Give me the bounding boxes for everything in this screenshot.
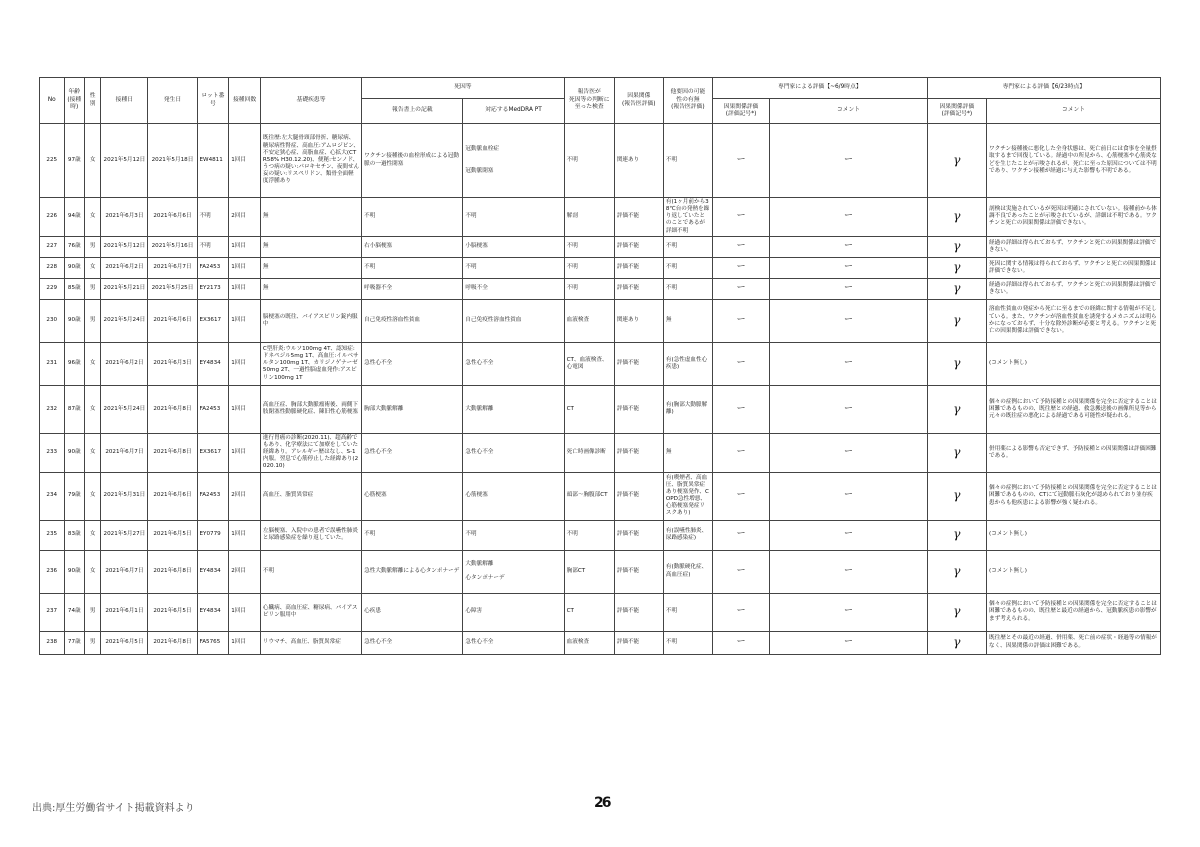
cell-reported-cause: 心筋梗塞 — [362, 472, 463, 520]
cell-expert-609-comment: ー — [770, 198, 928, 237]
cell-sex: 男 — [85, 278, 101, 299]
col-age: 年齢 (接種 時) — [64, 78, 84, 124]
cell-vaccination-date: 2021年6月2日 — [101, 342, 148, 385]
cell-exam: 不明 — [564, 236, 614, 257]
cell-expert-609-comment: ー — [770, 550, 928, 593]
cell-causality-reporter: 関連あり — [614, 299, 663, 342]
cell-no: 232 — [40, 385, 65, 433]
cell-exam: 頭部～胸腹部CT — [564, 472, 614, 520]
cell-sex: 女 — [85, 124, 101, 198]
cell-exam: 胸部CT — [564, 550, 614, 593]
col-causality-eval-623: 因果関係評価 (評価記号*) — [927, 99, 986, 124]
cell-age: 97歳 — [64, 124, 84, 198]
cell-expert-609-eval: ー — [712, 433, 769, 472]
cell-expert-609-eval: ー — [712, 198, 769, 237]
cell-sex: 女 — [85, 433, 101, 472]
cell-expert-609-comment: ー — [770, 593, 928, 631]
cell-no: 237 — [40, 593, 65, 631]
cell-sex: 女 — [85, 198, 101, 237]
cell-causality-reporter: 評価不能 — [614, 593, 663, 631]
cell-vaccination-date: 2021年6月1日 — [101, 593, 148, 631]
cell-age: 90歳 — [64, 550, 84, 593]
cell-expert-609-comment: ー — [770, 124, 928, 198]
cell-expert-623-comment: 経過の詳細は得られておらず、ワクチンと死亡の因果関係は評価できない。 — [987, 236, 1161, 257]
col-expert-609: 専門家による評価【~6/9時点】 — [712, 78, 927, 99]
cell-expert-623-eval: γ — [927, 472, 986, 520]
cell-expert-623-comment: (コメント無し) — [987, 550, 1161, 593]
cell-onset-date: 2021年6月8日 — [148, 550, 197, 593]
cell-lot: EY4834 — [197, 593, 229, 631]
cell-expert-623-eval: γ — [927, 342, 986, 385]
cell-expert-623-comment: 剖検は実施されているが死因は明確にされていない。接種前から体調不良であったことが示唆されているが、詳細は不明である。ワクチンと死亡の因果関係は評価できない。 — [987, 198, 1161, 237]
footer-source: 出典:厚生労働省サイト掲載資料より — [32, 803, 195, 814]
cell-onset-date: 2021年6月8日 — [148, 631, 197, 654]
cell-underlying: 無 — [260, 198, 361, 237]
cell-exam: 不明 — [564, 520, 614, 550]
table-row — [40, 593, 1161, 631]
cell-meddra-pt: 大動脈解離 — [463, 385, 564, 433]
cell-expert-609-eval: ー — [712, 236, 769, 257]
cell-expert-623-comment: 併用薬による影響も否定できず、予防接種との因果関係は評価困難である。 — [987, 433, 1161, 472]
cell-expert-623-eval: γ — [927, 433, 986, 472]
cell-no: 230 — [40, 299, 65, 342]
cell-vaccination-date: 2021年5月12日 — [101, 236, 148, 257]
table-row — [40, 198, 1161, 237]
cell-lot: 不明 — [197, 198, 229, 237]
table-row — [40, 550, 1161, 593]
cell-sex: 女 — [85, 385, 101, 433]
col-death-cause-meddra: 対応するMedDRA PT — [463, 99, 564, 124]
table-header — [40, 78, 1161, 124]
cell-vaccination-date: 2021年5月12日 — [101, 124, 148, 198]
cell-vaccination-date: 2021年5月24日 — [101, 385, 148, 433]
cell-no: 234 — [40, 472, 65, 520]
cell-expert-609-eval: ー — [712, 593, 769, 631]
cell-age: 77歳 — [64, 631, 84, 654]
cell-vaccination-date: 2021年6月5日 — [101, 631, 148, 654]
cell-underlying: 進行胃癌の診断(2020.11)、超高齢でもあり、化学療法にて加療をしていた経緯あり。アレルギー歴はなし、S-1内服。翌息で心筋停止した経緯あり(2020.10) — [260, 433, 361, 472]
cell-exam: 血液検査 — [564, 299, 614, 342]
cell-onset-date: 2021年6月8日 — [148, 433, 197, 472]
cell-sex: 男 — [85, 593, 101, 631]
cell-expert-623-eval: γ — [927, 124, 986, 198]
cell-underlying: 無 — [260, 278, 361, 299]
cell-meddra-pt: 不明 — [463, 257, 564, 278]
cell-onset-date: 2021年5月18日 — [148, 124, 197, 198]
cell-other-factors: 不明 — [663, 124, 712, 198]
cell-lot: EY2173 — [197, 278, 229, 299]
table-row — [40, 236, 1161, 257]
cell-exam: CT、血液検査、心電図 — [564, 342, 614, 385]
cell-meddra-pt: 呼吸不全 — [463, 278, 564, 299]
cell-vaccination-date: 2021年6月7日 — [101, 433, 148, 472]
cell-causality-reporter: 関連あり — [614, 124, 663, 198]
cell-expert-623-comment: 死因に関する情報は得られておらず、ワクチンと死亡の因果関係は評価できない。 — [987, 257, 1161, 278]
cell-onset-date: 2021年6月3日 — [148, 342, 197, 385]
cell-reported-cause: 急性心不全 — [362, 433, 463, 472]
cell-lot: FA2453 — [197, 472, 229, 520]
col-exam: 報告医が 死因等の判断に 至った検査 — [564, 78, 614, 124]
cell-age: 76歳 — [64, 236, 84, 257]
cell-exam: 不明 — [564, 124, 614, 198]
cell-sex: 男 — [85, 236, 101, 257]
cell-reported-cause: 呼吸器不全 — [362, 278, 463, 299]
cell-exam: 死亡時画像診断 — [564, 433, 614, 472]
cell-other-factors: 有(胸部大動脈解離) — [663, 385, 712, 433]
cell-causality-reporter: 評価不能 — [614, 257, 663, 278]
cell-other-factors: 無 — [663, 299, 712, 342]
cell-dose: 1回目 — [229, 236, 261, 257]
cell-meddra-pt: 急性心不全 — [463, 631, 564, 654]
cell-vaccination-date: 2021年5月24日 — [101, 299, 148, 342]
cell-lot: EY4834 — [197, 550, 229, 593]
cell-underlying: 左脳梗塞、入院中の患者で誤嚥性肺炎と尿路感染症を繰り返していた。 — [260, 520, 361, 550]
page-number: 26 — [594, 795, 610, 811]
cell-reported-cause: 急性心不全 — [362, 631, 463, 654]
cell-meddra-pt: 小脳梗塞 — [463, 236, 564, 257]
col-causality-reporter: 因果関係 (報告医評価) — [614, 78, 663, 124]
cell-meddra-pt: 心筋梗塞 — [463, 472, 564, 520]
cell-expert-623-eval: γ — [927, 278, 986, 299]
cell-onset-date: 2021年5月25日 — [148, 278, 197, 299]
cell-lot: EY4834 — [197, 342, 229, 385]
cell-expert-609-comment: ー — [770, 257, 928, 278]
cell-other-factors: 無 — [663, 433, 712, 472]
cell-expert-623-comment: 個々の症例において予防接種との因果関係を完全に否定することは困難であるものの、CTにて冠動脈石灰化が認められており並存疾患からも他疾患による影響が強く疑われる。 — [987, 472, 1161, 520]
cell-underlying: C型肝炎:ウルソ100mg 4T、認知症:ドネペジル5mg 1T、高血圧:イルベサルタン100mg 1T、カリジノゲナーゼ 50mg 2T、一過性脳虚血発作:アスピリン100mg 1T — [260, 342, 361, 385]
col-onset-date: 発生日 — [148, 78, 197, 124]
cell-sex: 女 — [85, 257, 101, 278]
cell-no: 229 — [40, 278, 65, 299]
cell-expert-609-comment: ー — [770, 278, 928, 299]
cell-onset-date: 2021年6月5日 — [148, 520, 197, 550]
cell-causality-reporter: 評価不能 — [614, 433, 663, 472]
cell-onset-date: 2021年6月6日 — [148, 472, 197, 520]
cell-expert-609-comment: ー — [770, 342, 928, 385]
cell-expert-609-eval: ー — [712, 520, 769, 550]
cell-expert-623-eval: γ — [927, 385, 986, 433]
cell-vaccination-date: 2021年5月21日 — [101, 278, 148, 299]
cell-expert-609-eval: ー — [712, 342, 769, 385]
cell-no: 228 — [40, 257, 65, 278]
cell-other-factors: 有(誤嚥性肺炎、尿路感染症) — [663, 520, 712, 550]
table-row — [40, 257, 1161, 278]
cell-underlying: 脳梗塞の既往、バイアスピリン錠内服中 — [260, 299, 361, 342]
cell-expert-623-eval: γ — [927, 550, 986, 593]
cell-reported-cause: 不明 — [362, 198, 463, 237]
cell-other-factors: 有(急性虚血性心疾患) — [663, 342, 712, 385]
cell-vaccination-date: 2021年6月3日 — [101, 198, 148, 237]
cell-causality-reporter: 評価不能 — [614, 631, 663, 654]
table-row — [40, 433, 1161, 472]
col-expert-623: 専門家による評価【6/23時点】 — [927, 78, 1160, 99]
cell-expert-609-comment: ー — [770, 236, 928, 257]
cell-expert-609-eval: ー — [712, 257, 769, 278]
cell-causality-reporter: 評価不能 — [614, 236, 663, 257]
cell-exam: CT — [564, 593, 614, 631]
cell-age: 74歳 — [64, 593, 84, 631]
cell-age: 90歳 — [64, 257, 84, 278]
cell-meddra-pt: 急性心不全 — [463, 433, 564, 472]
cell-exam: CT — [564, 385, 614, 433]
cell-dose: 2回目 — [229, 198, 261, 237]
cell-expert-623-eval: γ — [927, 236, 986, 257]
cell-reported-cause: 急性心不全 — [362, 342, 463, 385]
cell-underlying: 高血圧、脂質異常症 — [260, 472, 361, 520]
cell-causality-reporter: 評価不能 — [614, 550, 663, 593]
cell-expert-623-comment: 個々の症例において予防接種との因果関係を完全に否定することは困難であるものの、既往歴と最近の経過から、冠動脈疾患の影響がまず考えられる。 — [987, 593, 1161, 631]
cell-exam: 血液検査 — [564, 631, 614, 654]
col-comment-623: コメント — [987, 99, 1161, 124]
cell-dose: 1回目 — [229, 385, 261, 433]
cell-expert-609-eval: ー — [712, 278, 769, 299]
table-body — [40, 124, 1161, 655]
cell-causality-reporter: 評価不能 — [614, 520, 663, 550]
cell-underlying: 無 — [260, 236, 361, 257]
cell-underlying: 無 — [260, 257, 361, 278]
cell-no: 235 — [40, 520, 65, 550]
cell-no: 231 — [40, 342, 65, 385]
cell-dose: 2回目 — [229, 472, 261, 520]
table-row — [40, 342, 1161, 385]
cell-expert-623-eval: γ — [927, 198, 986, 237]
cell-vaccination-date: 2021年5月27日 — [101, 520, 148, 550]
table-row — [40, 631, 1161, 654]
col-dose: 接種回数 — [229, 78, 261, 124]
cell-expert-623-comment: (コメント無し) — [987, 520, 1161, 550]
cell-expert-609-eval: ー — [712, 550, 769, 593]
cell-lot: 不明 — [197, 236, 229, 257]
cell-other-factors: 有(喫煙者、高血圧、脂質異常症あり梗塞発作、COPD急性増悪、心筋梗塞発症リスクあり) — [663, 472, 712, 520]
table-row — [40, 278, 1161, 299]
col-death-cause: 死因等 — [362, 78, 565, 99]
cell-no: 225 — [40, 124, 65, 198]
cell-causality-reporter: 評価不能 — [614, 198, 663, 237]
cell-meddra-pt: 冠動脈血栓症 冠動脈閉塞 — [463, 124, 564, 198]
cell-expert-623-comment: 溶血性貧血の発症から死亡に至るまでの経緯に関する情報が不足している。また、ワクチンが溶血性貧血を誘発するメカニズムは明らかになっておらず、十分な除外診断が必要と考える。ワクチンと死亡の因果関係は評価できない。 — [987, 299, 1161, 342]
cell-age: 87歳 — [64, 385, 84, 433]
cell-expert-609-comment: ー — [770, 299, 928, 342]
cell-expert-623-comment: 経過の詳細は得られておらず、ワクチンと死亡の因果関係は評価できない。 — [987, 278, 1161, 299]
cell-expert-623-comment: (コメント無し) — [987, 342, 1161, 385]
cell-expert-609-comment: ー — [770, 472, 928, 520]
cell-other-factors: 不明 — [663, 278, 712, 299]
cell-expert-609-eval: ー — [712, 385, 769, 433]
table-row — [40, 520, 1161, 550]
cell-other-factors: 不明 — [663, 593, 712, 631]
cell-dose: 1回目 — [229, 124, 261, 198]
table-row — [40, 385, 1161, 433]
cell-reported-cause: 不明 — [362, 257, 463, 278]
cell-expert-609-eval: ー — [712, 299, 769, 342]
cell-underlying: 不明 — [260, 550, 361, 593]
cell-lot: EX3617 — [197, 299, 229, 342]
cell-sex: 女 — [85, 472, 101, 520]
death-report-table — [39, 77, 1161, 655]
cell-age: 94歳 — [64, 198, 84, 237]
cell-expert-609-eval: ー — [712, 124, 769, 198]
cell-lot: FA2453 — [197, 257, 229, 278]
cell-reported-cause: ワクチン接種後の血栓形成による冠動脈の一過性閉塞 — [362, 124, 463, 198]
cell-exam: 不明 — [564, 278, 614, 299]
cell-sex: 女 — [85, 520, 101, 550]
cell-dose: 2回目 — [229, 550, 261, 593]
cell-expert-623-eval: γ — [927, 257, 986, 278]
cell-sex: 男 — [85, 631, 101, 654]
cell-expert-623-comment: 個々の症例において予防接種との因果関係を完全に否定することは困難であるものの、既往歴との経過、救急搬送後の画像所見等から元々の既往症の悪化による経過である可能性が疑われる。 — [987, 385, 1161, 433]
cell-no: 236 — [40, 550, 65, 593]
cell-meddra-pt: 自己免疫性溶血性貧血 — [463, 299, 564, 342]
cell-no: 226 — [40, 198, 65, 237]
cell-sex: 女 — [85, 342, 101, 385]
table-row — [40, 472, 1161, 520]
cell-dose: 1回目 — [229, 631, 261, 654]
cell-reported-cause: 心疾患 — [362, 593, 463, 631]
cell-other-factors: 不明 — [663, 236, 712, 257]
cell-other-factors: 不明 — [663, 257, 712, 278]
cell-age: 83歳 — [64, 520, 84, 550]
cell-meddra-pt: 心障害 — [463, 593, 564, 631]
cell-underlying: 既往歴:左大腿骨頸部骨折、糖尿病、糖尿病性腎症、高血圧:アムロジピン、不安定狭心症、高脂血症、心拡大(CTR58% H30.12.20)、便秘:センノド、うつ病の疑い:パロキセチン、夜間せん妄の疑い:リスペリドン、類骨全面軽度浮腫あり — [260, 124, 361, 198]
cell-dose: 1回目 — [229, 342, 261, 385]
col-no: No — [40, 78, 65, 124]
cell-no: 233 — [40, 433, 65, 472]
cell-meddra-pt: 大動脈解離 心タンポナーデ — [463, 550, 564, 593]
cell-expert-623-eval: γ — [927, 631, 986, 654]
cell-onset-date: 2021年6月6日 — [148, 198, 197, 237]
cell-expert-609-eval: ー — [712, 631, 769, 654]
cell-meddra-pt: 不明 — [463, 520, 564, 550]
cell-dose: 1回目 — [229, 433, 261, 472]
cell-onset-date: 2021年6月6日 — [148, 299, 197, 342]
cell-dose: 1回目 — [229, 593, 261, 631]
cell-sex: 男 — [85, 299, 101, 342]
cell-onset-date: 2021年6月5日 — [148, 593, 197, 631]
cell-expert-609-comment: ー — [770, 433, 928, 472]
col-underlying: 基礎疾患等 — [260, 78, 361, 124]
col-death-cause-reported: 報告書上の記載 — [362, 99, 463, 124]
cell-other-factors: 不明 — [663, 631, 712, 654]
cell-vaccination-date: 2021年6月7日 — [101, 550, 148, 593]
cell-underlying: 心臓病、高血圧症、糖尿病、バイアスピリン服用中 — [260, 593, 361, 631]
table-row — [40, 124, 1161, 198]
cell-other-factors: 有(1ヶ月前から38℃台の発熱を繰り返していたとのことであるが詳細不明 — [663, 198, 712, 237]
cell-reported-cause: 自己免疫性溶血性貧血 — [362, 299, 463, 342]
col-lot: ロット番号 — [197, 78, 229, 124]
cell-dose: 1回目 — [229, 299, 261, 342]
col-vaccination-date: 接種日 — [101, 78, 148, 124]
cell-vaccination-date: 2021年6月2日 — [101, 257, 148, 278]
cell-reported-cause: 急性大動脈解離による心タンポナーデ — [362, 550, 463, 593]
cell-onset-date: 2021年5月16日 — [148, 236, 197, 257]
cell-age: 90歳 — [64, 299, 84, 342]
cell-expert-609-comment: ー — [770, 520, 928, 550]
cell-exam: 解剖 — [564, 198, 614, 237]
cell-onset-date: 2021年6月8日 — [148, 385, 197, 433]
cell-causality-reporter: 評価不能 — [614, 472, 663, 520]
cell-meddra-pt: 急性心不全 — [463, 342, 564, 385]
cell-exam: 不明 — [564, 257, 614, 278]
cell-age: 90歳 — [64, 433, 84, 472]
cell-expert-623-eval: γ — [927, 520, 986, 550]
cell-age: 96歳 — [64, 342, 84, 385]
cell-expert-609-eval: ー — [712, 472, 769, 520]
cell-causality-reporter: 評価不能 — [614, 385, 663, 433]
cell-lot: FA5765 — [197, 631, 229, 654]
cell-onset-date: 2021年6月7日 — [148, 257, 197, 278]
cell-no: 227 — [40, 236, 65, 257]
cell-lot: FA2453 — [197, 385, 229, 433]
cell-dose: 1回目 — [229, 520, 261, 550]
cell-other-factors: 有(動脈硬化症、高血圧症) — [663, 550, 712, 593]
col-sex: 性別 — [85, 78, 101, 124]
cell-age: 79歳 — [64, 472, 84, 520]
cell-lot: EX3617 — [197, 433, 229, 472]
cell-vaccination-date: 2021年5月31日 — [101, 472, 148, 520]
cell-lot: EY0779 — [197, 520, 229, 550]
cell-reported-cause: 不明 — [362, 520, 463, 550]
cell-expert-623-eval: γ — [927, 299, 986, 342]
col-causality-eval-609: 因果関係評価 (評価記号*) — [712, 99, 769, 124]
cell-no: 238 — [40, 631, 65, 654]
cell-reported-cause: 胸部大動脈解離 — [362, 385, 463, 433]
cell-expert-609-comment: ー — [770, 631, 928, 654]
cell-expert-623-comment: 既往歴とその最近の経過、併用薬、死亡前の症状・経過等の情報がなく、因果関係の評価は困難である。 — [987, 631, 1161, 654]
cell-reported-cause: 右小脳梗塞 — [362, 236, 463, 257]
cell-sex: 女 — [85, 550, 101, 593]
cell-underlying: 高血圧症、胸部大動脈瘤術後、両側下肢閉塞性動脈硬化症、陳旧性心筋梗塞 — [260, 385, 361, 433]
cell-causality-reporter: 評価不能 — [614, 278, 663, 299]
col-other-factors: 他要因の可能 性の有無 (報告医評価) — [663, 78, 712, 124]
cell-meddra-pt: 不明 — [463, 198, 564, 237]
cell-dose: 1回目 — [229, 257, 261, 278]
table-row — [40, 299, 1161, 342]
cell-age: 85歳 — [64, 278, 84, 299]
col-comment-609: コメント — [770, 99, 928, 124]
cell-causality-reporter: 評価不能 — [614, 342, 663, 385]
cell-expert-623-comment: ワクチン接種後に悪化した全身状態は、死亡前日には食事を全量摂取するまで回復している。経過中の所見から、心筋梗塞や心筋炎などを生じたことが示唆されるが、死亡に至った原因については不明であり、ワクチン接種が経過に与えた影響も不明である。 — [987, 124, 1161, 198]
cell-lot: EW4811 — [197, 124, 229, 198]
cell-dose: 1回目 — [229, 278, 261, 299]
cell-underlying: リウマチ、高血圧、脂質異常症 — [260, 631, 361, 654]
cell-expert-609-comment: ー — [770, 385, 928, 433]
cell-expert-623-eval: γ — [927, 593, 986, 631]
